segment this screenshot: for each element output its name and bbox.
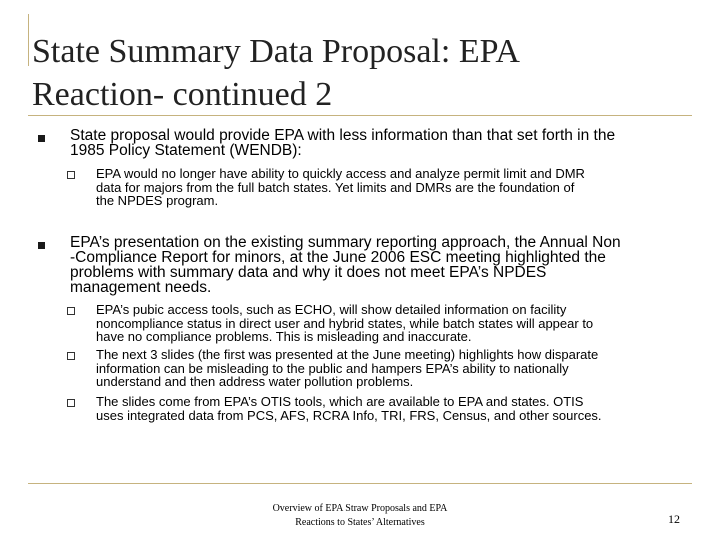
text-line: 1985 Policy Statement (WENDB): <box>70 142 302 159</box>
text-line: problems with summary data and why it does not meet EPA’s NPDES <box>70 264 547 281</box>
footer-caption <box>0 502 720 530</box>
bullet-text <box>70 128 615 158</box>
slide-title <box>32 30 692 116</box>
sub-bullet-marker <box>67 349 77 360</box>
text-line: information can be misleading to the public and hampers EPA’s ability to nationally <box>96 360 569 376</box>
sub-bullet-marker <box>67 396 77 407</box>
sub-bullet-marker <box>67 304 77 315</box>
hollow-square-bullet-icon <box>67 171 75 179</box>
footer-line-1: Overview of EPA Straw Proposals and EPA <box>272 503 448 514</box>
text-line: noncompliance status in direct user and hybrid states, while batch states will appear to <box>96 315 594 331</box>
text-line: the NPDES program. <box>96 193 219 208</box>
page-number: 12 <box>668 512 680 526</box>
text-line: EPA’s pubic access tools, such as ECHO, will show detailed information on facility <box>96 302 567 317</box>
sub-bullet-text <box>96 303 593 344</box>
footer-divider-line <box>28 483 692 484</box>
text-line: The next 3 slides (the first was presented at the June meeting) highlights how disparate <box>96 347 599 362</box>
title-line-2: Reaction- continued 2 <box>32 76 333 113</box>
text-line: The slides come from EPA’s OTIS tools, which are available to EPA and states. OTIS <box>96 394 584 409</box>
text-line: EPA would no longer have ability to quickly access and analyze permit limit and DMR <box>96 166 585 181</box>
text-line: have no compliance problems. This is misleading and inaccurate. <box>96 329 472 344</box>
sub-bullet-text <box>96 167 585 208</box>
square-bullet-icon <box>38 242 45 249</box>
hollow-square-bullet-icon <box>67 399 75 407</box>
text-line: EPA’s presentation on the existing summary reporting approach, the Annual Non <box>70 234 621 251</box>
hollow-square-bullet-icon <box>67 307 75 315</box>
square-bullet-icon <box>38 135 45 142</box>
text-line: uses integrated data from PCS, AFS, RCRA Info, TRI, FRS, Census, and other sources. <box>96 407 602 423</box>
title-line-1: State Summary Data Proposal: EPA <box>32 33 520 70</box>
sub-bullet-marker <box>67 168 77 179</box>
bullet-text <box>70 235 621 295</box>
text-line: understand and then address water pollution problems. <box>96 374 414 389</box>
footer-line-2: Reactions to States’ Alternatives <box>295 517 425 528</box>
sub-bullet-text <box>96 395 602 422</box>
text-line: -Compliance Report for minors, at the June 2006 ESC meeting highlighted the <box>70 249 606 266</box>
text-line: State proposal would provide EPA with less information than that set forth in the <box>70 127 616 144</box>
bullet-marker <box>38 130 50 142</box>
bullet-marker <box>38 237 50 249</box>
frame-vertical-line <box>28 14 29 66</box>
hollow-square-bullet-icon <box>67 352 75 360</box>
sub-bullet-text <box>96 348 598 389</box>
text-line: management needs. <box>70 279 212 296</box>
text-line: data for majors from the full batch states. Yet limits and DMRs are the foundation of <box>96 179 575 195</box>
